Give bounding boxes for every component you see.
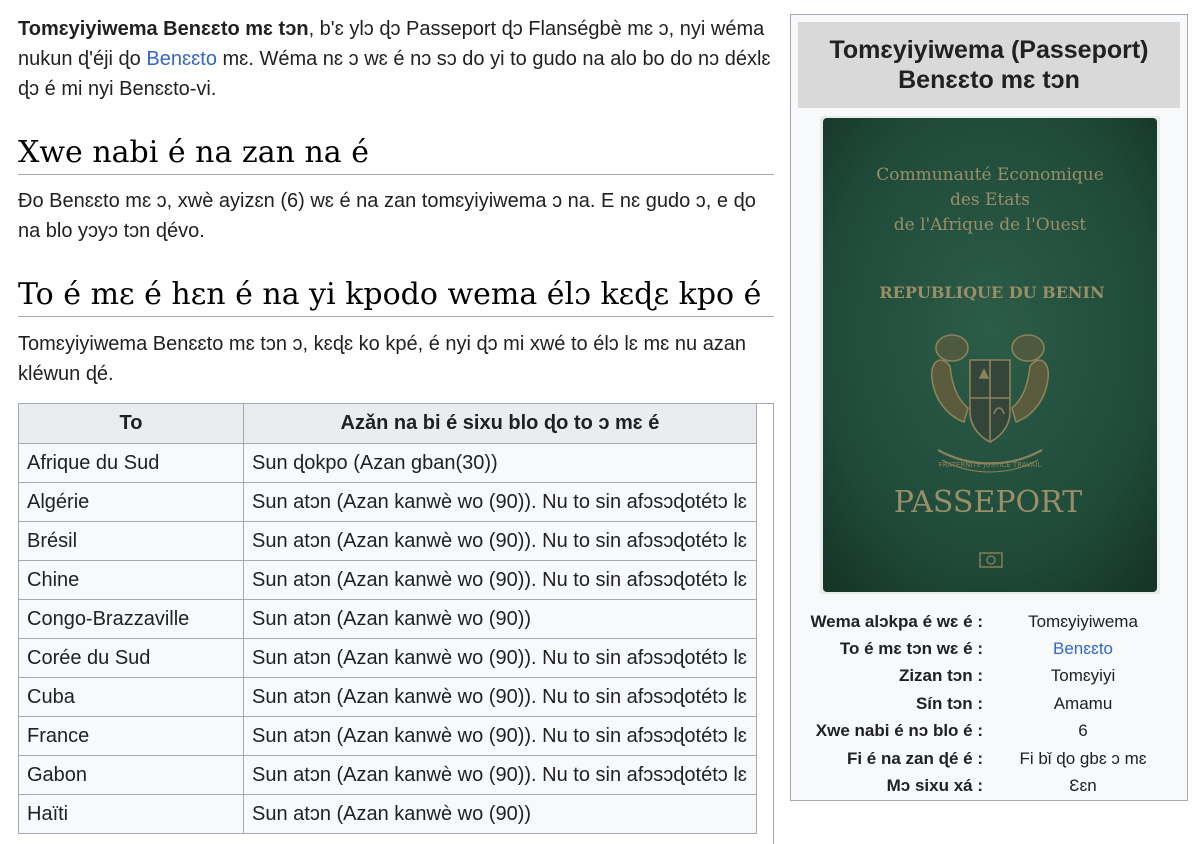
table-row [19,678,757,717]
country-cell: Brésil [19,522,244,561]
infobox-title [798,22,1180,108]
section-paragraph-countries: Tomɛyiyiwema Benɛɛto mɛ tɔn ɔ, kɛɖɛ ko kpé, é nyi ɖɔ mi xwé to élɔ lɛ mɛ nu azan kléwun ɖé. [18,333,747,385]
infobox-label: Mɔ sixu xá : [886,776,983,796]
infobox-label: Zizan tɔn : [898,666,983,686]
table-row [19,561,757,600]
country-cell: Haïti [19,795,244,834]
infobox-row-validity [791,718,1187,745]
column-header-duration[interactable]: Azǎn na bi é sixu blo ɖo to ɔ mɛ é [244,404,757,444]
intro-paragraph [18,14,774,104]
table-scroll-edge [757,403,774,844]
infobox-title-line2: Benɛɛto mɛ tɔn [898,66,1080,94]
benin-link[interactable]: Benɛɛto [146,48,217,70]
intro-text-2: mɛ. Wéma nɛ ɔ wɛ é nɔ sɔ do yi to gudo na alo bo do nɔ déxlɛ ɖɔ é mi nyi Benɛɛto-vi. [18,48,771,100]
infobox-label: Sín tɔn : [915,693,983,713]
country-cell: Congo-Brazzaville [19,600,244,639]
infobox-label: Xwe nabi é nɔ blo é : [815,721,983,741]
duration-cell: Sun atɔn (Azan kanwè wo (90)). Nu to sin afɔsɔɖotétɔ lɛ [244,756,757,795]
passport-motto: FRATERNITE JUSTICE TRAVAIL [938,461,1042,469]
duration-cell: Sun atɔn (Azan kanwè wo (90)). Nu to sin afɔsɔɖotétɔ lɛ [244,561,757,600]
infobox-label: Wema alɔkpa é wɛ é : [810,611,983,631]
country-cell: Corée du Sud [19,639,244,678]
duration-cell: Sun atɔn (Azan kanwè wo (90)) [244,600,757,639]
table-row [19,483,757,522]
duration-cell: Sun atɔn (Azan kanwè wo (90)) [244,795,757,834]
article-content [18,14,774,389]
infobox-value: Tomɛyiyiwema [1028,611,1138,631]
infobox-value: Fi bǐ ɖo gbɛ ɔ mɛ [1019,748,1147,768]
country-cell: Cuba [19,678,244,717]
infobox-value: Tomɛyiyi [1050,666,1116,686]
intro-text-1: , b'ɛ ylɔ ɖɔ Passeport ɖɔ Flanségbè mɛ ɔ, nyi wéma nukun ɖ'éji ɖo [18,18,765,70]
table-row [19,444,757,483]
infobox-value: Amamu [1053,693,1113,713]
country-cell: France [19,717,244,756]
duration-cell: Sun atɔn (Azan kanwè wo (90)). Nu to sin afɔsɔɖotétɔ lɛ [244,483,757,522]
infobox-row-country [791,635,1187,662]
infobox-country-link[interactable]: Benɛɛto [1052,639,1113,659]
duration-cell: Sun atɔn (Azan kanwè wo (90)). Nu to sin afɔsɔɖotétɔ lɛ [244,717,757,756]
passport-country: REPUBLIQUE DU BENIN [879,283,1105,302]
section-heading-countries: To é mɛ é hɛn é na yi kpodo wema élɔ kɛɖɛ kpo é [18,276,774,317]
infobox [790,14,1188,801]
country-cell: Gabon [19,756,244,795]
country-cell: Algérie [19,483,244,522]
passport-text-line2: des Etats [949,190,1031,210]
infobox-row-shareable [791,772,1187,799]
infobox-row-type [791,608,1187,635]
infobox-label: Fi é na zan ɖé é : [846,748,983,768]
infobox-row-color [791,690,1187,717]
infobox-title-line1: Tomɛyiyiwema (Passeport) [829,36,1149,64]
duration-cell: Sun ɖokpo (Azan gban(30)) [244,444,757,483]
intro-bold-title: Tomɛyiyiwema Benɛɛto mɛ tɔn [18,18,309,40]
country-cell: Afrique du Sud [19,444,244,483]
section-heading-validity: Xwe nabi é na zan na é [18,134,774,175]
table-row [19,639,757,678]
table-row [19,717,757,756]
infobox-value: Ɛɛn [1069,776,1097,796]
table-row [19,795,757,834]
duration-cell: Sun atɔn (Azan kanwè wo (90)). Nu to sin afɔsɔɖotétɔ lɛ [244,678,757,717]
visa-table [18,403,757,834]
table-row [19,522,757,561]
passport-text-line1: Communauté Economique [876,165,1104,185]
table-row [19,600,757,639]
column-header-country[interactable]: To [19,404,244,444]
infobox-label: To é mɛ tɔn wɛ é : [839,639,983,659]
passport-word: PASSEPORT [893,485,1083,520]
duration-cell: Sun atɔn (Azan kanwè wo (90)). Nu to sin afɔsɔɖotétɔ lɛ [244,639,757,678]
passport-image[interactable] [820,116,1160,594]
country-cell: Chine [19,561,244,600]
infobox-row-purpose [791,663,1187,690]
infobox-value: 6 [1078,721,1088,741]
passport-text-line3: de l'Afrique de l'Ouest [893,215,1087,235]
duration-cell: Sun atɔn (Azan kanwè wo (90)). Nu to sin afɔsɔɖotétɔ lɛ [244,522,757,561]
table-row [19,756,757,795]
table-header-row [19,404,757,444]
section-paragraph-validity: Ɖo Benɛɛto mɛ ɔ, xwè ayizɛn (6) wɛ é na zan tomɛyiyiwema ɔ na. E nɛ gudo ɔ, e ɖo na blo yɔyɔ tɔn ɖévo. [18,190,756,242]
infobox-row-usage [791,745,1187,772]
infobox-rows [791,608,1187,800]
